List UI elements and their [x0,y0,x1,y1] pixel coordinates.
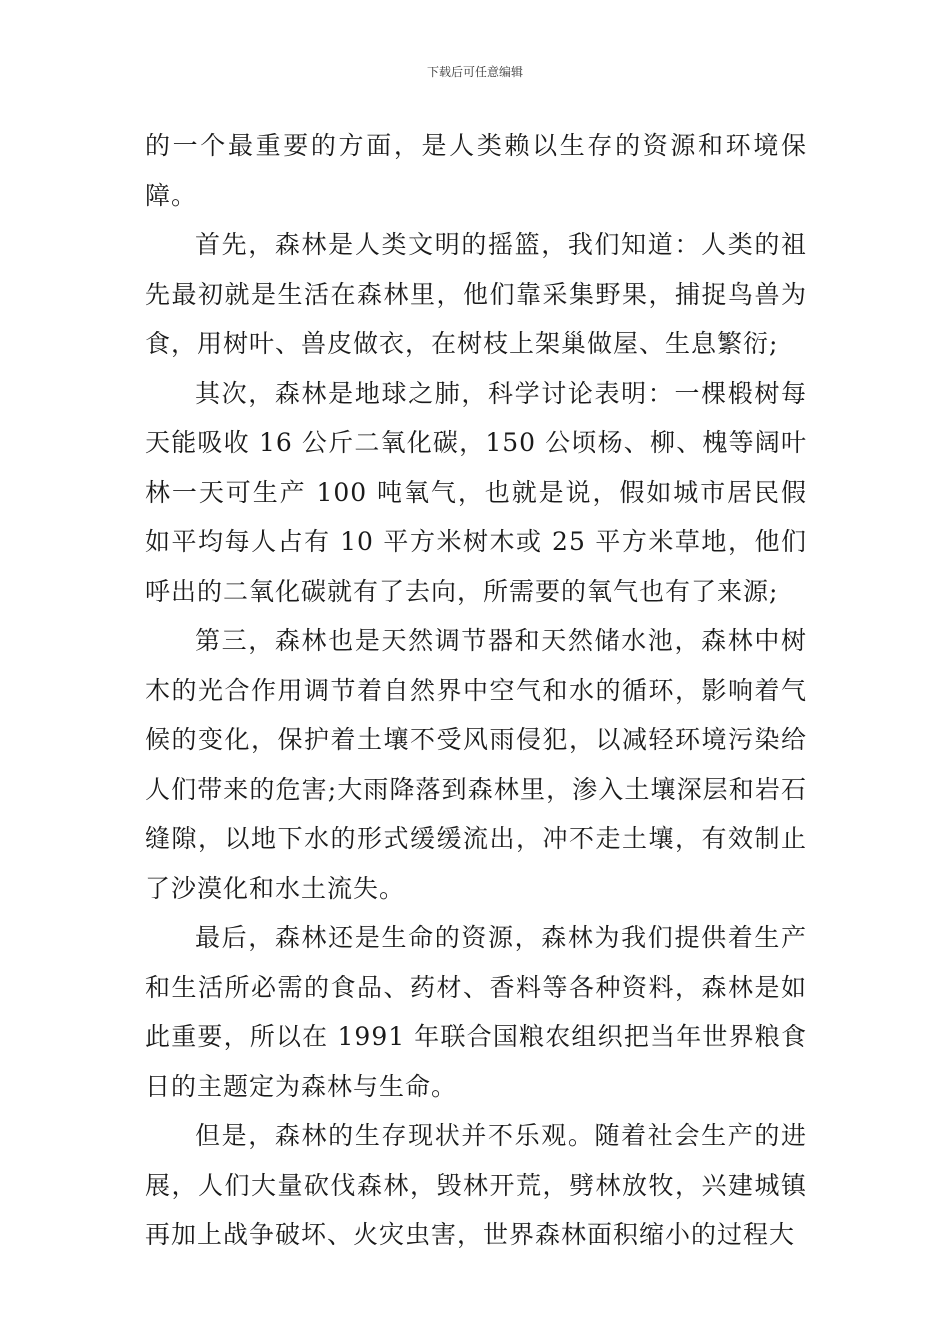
paragraph-second: 其次，森林是地球之肺，科学讨论表明：一棵椴树每天能吸收 16 公斤二氧化碳，150 公顷杨、柳、槐等阔叶林一天可生产 100 吨氧气，也就是说，假如城市居民假如平均每人占有 10 平方米树木或 25 平方米草地，他们呼出的二氧化碳就有了去向，所需要的氧气也有了来源; [145,378,807,606]
document-body [145,121,807,1260]
paragraph-however: 但是，森林的生存现状并不乐观。随着社会生产的进展，人们大量砍伐森林，毁林开荒，劈林放牧，兴建城镇再加上战争破坏、火灾虫害，世界森林面积缩小的过程大 [145,1121,807,1249]
page-header: 下载后可任意编辑 [426,65,523,79]
paragraph-continuation: 的一个最重要的方面，是人类赖以生存的资源和环境保障。 [145,131,807,210]
paragraph-last: 最后，森林还是生命的资源，森林为我们提供着生产和生活所必需的食品、药材、香料等各种资料，森林是如此重要，所以在 1991 年联合国粮农组织把当年世界粮食日的主题定为森林与生命。 [145,923,807,1101]
paragraph-first: 首先，森林是人类文明的摇篮，我们知道：人类的祖先最初就是生活在森林里，他们靠采集野果，捕捉鸟兽为食，用树叶、兽皮做衣，在树枝上架巢做屋、生息繁衍; [145,230,807,358]
paragraph-third: 第三，森林也是天然调节器和天然储水池，森林中树木的光合作用调节着自然界中空气和水的循环，影响着气候的变化，保护着土壤不受风雨侵犯，以减轻环境污染给人们带来的危害;大雨降落到森林里，渗入土壤深层和岩石缝隙，以地下水的形式缓缓流出，冲不走土壤，有效制止了沙漠化和水土流失。 [145,626,807,903]
